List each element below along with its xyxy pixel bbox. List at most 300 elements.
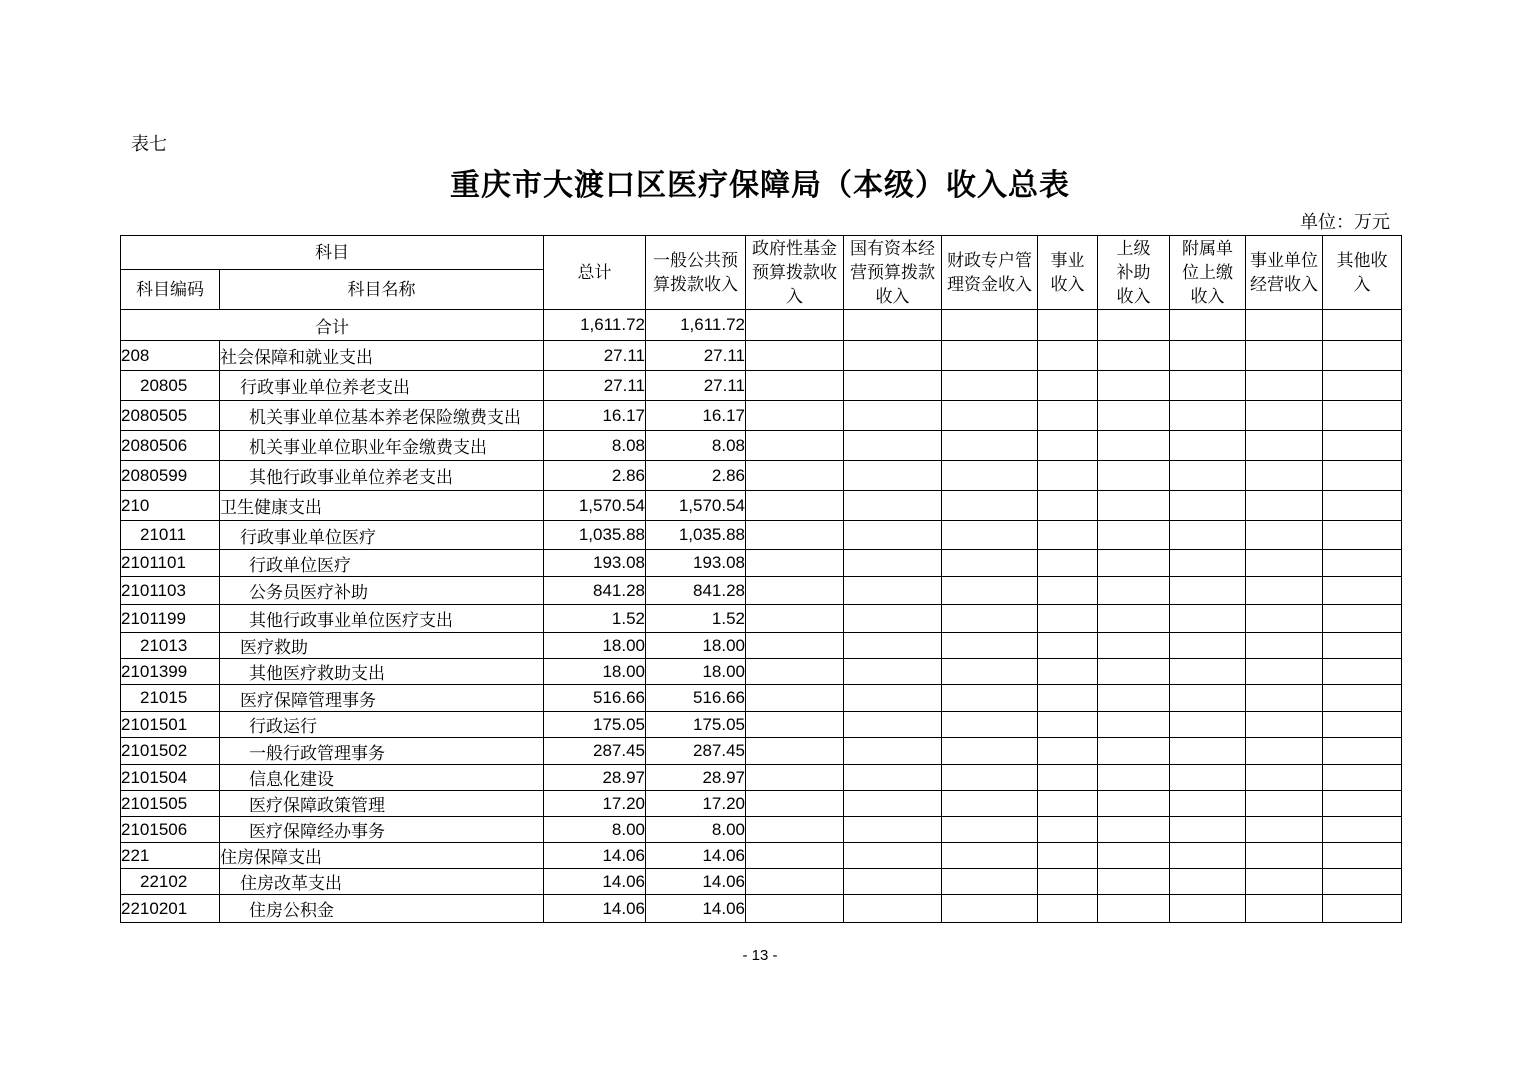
empty-cell [1246,550,1323,577]
empty-cell [942,765,1038,791]
subject-code: 210 [121,491,220,521]
empty-cell [942,401,1038,431]
total-amount: 14.06 [544,895,646,923]
empty-cell [1170,738,1246,765]
empty-cell [942,633,1038,659]
table-row [121,895,1402,923]
subject-code: 2101502 [121,738,220,765]
empty-cell [844,659,942,685]
total-label: 合计 [121,310,544,341]
total-amount: 175.05 [544,712,646,738]
empty-cell [746,843,844,869]
empty-cell [746,341,844,371]
general-budget-amount: 14.06 [646,895,746,923]
total-amount: 27.11 [544,341,646,371]
table-row [121,461,1402,491]
header-superior-subsidy: 上级补助收入 [1098,236,1170,310]
empty-cell [1170,605,1246,633]
empty-cell [942,577,1038,605]
subject-name: 行政单位医疗 [220,550,544,577]
empty-cell [746,738,844,765]
empty-cell [1170,341,1246,371]
empty-cell [1323,738,1402,765]
table-row [121,738,1402,765]
empty-cell [746,685,844,712]
table-row [121,577,1402,605]
empty-cell [1323,371,1402,401]
empty-cell [1246,817,1323,843]
subject-name: 行政事业单位医疗 [220,521,544,550]
empty-cell [1323,461,1402,491]
header-operating: 事业单位经营收入 [1246,236,1323,310]
general-budget-amount: 28.97 [646,765,746,791]
empty-cell [1323,633,1402,659]
empty-cell [1323,401,1402,431]
empty-cell [1323,341,1402,371]
empty-cell [1038,491,1098,521]
empty-cell [746,461,844,491]
total-amount: 18.00 [544,633,646,659]
header-state-capital: 国有资本经营预算拨款收入 [844,236,942,310]
subject-name: 机关事业单位职业年金缴费支出 [220,431,544,461]
empty-cell [746,895,844,923]
total-amount: 28.97 [544,765,646,791]
subject-code: 2101103 [121,577,220,605]
empty-cell [1170,659,1246,685]
empty-cell [1098,461,1170,491]
empty-cell [1038,633,1098,659]
general-budget-amount: 516.66 [646,685,746,712]
total-amount: 27.11 [544,371,646,401]
empty-cell [1098,765,1170,791]
empty-cell [1246,431,1323,461]
empty-cell [1323,765,1402,791]
empty-cell [1170,401,1246,431]
empty-cell [1098,310,1170,341]
subject-code: 2101504 [121,765,220,791]
empty-cell [1038,401,1098,431]
empty-cell [1098,817,1170,843]
subject-name: 住房保障支出 [220,843,544,869]
empty-cell [1246,843,1323,869]
empty-cell [844,869,942,895]
empty-cell [1098,685,1170,712]
empty-cell [942,371,1038,401]
table-label: 表七 [131,134,167,155]
empty-cell [844,605,942,633]
income-summary-table [120,235,1402,923]
subject-name: 卫生健康支出 [220,491,544,521]
total-amount: 2.86 [544,461,646,491]
empty-cell [1038,843,1098,869]
table-row [121,491,1402,521]
empty-cell [844,712,942,738]
empty-cell [1323,685,1402,712]
empty-cell [746,550,844,577]
empty-cell [942,685,1038,712]
header-other: 其他收入 [1323,236,1402,310]
subject-name: 一般行政管理事务 [220,738,544,765]
empty-cell [1246,491,1323,521]
empty-cell [1038,550,1098,577]
subject-name: 公务员医疗补助 [220,577,544,605]
empty-cell [1246,605,1323,633]
empty-cell [1246,633,1323,659]
empty-cell [844,791,942,817]
table-row [121,605,1402,633]
empty-cell [1246,685,1323,712]
empty-cell [1323,550,1402,577]
table-row [121,843,1402,869]
empty-cell [1038,431,1098,461]
empty-cell [746,605,844,633]
empty-cell [942,895,1038,923]
empty-cell [1038,817,1098,843]
empty-cell [746,633,844,659]
empty-cell [1098,659,1170,685]
empty-cell [844,843,942,869]
empty-cell [942,712,1038,738]
header-general-budget: 一般公共预算拨款收入 [646,236,746,310]
page-number: - 13 - [742,947,778,964]
empty-cell [1323,605,1402,633]
empty-cell [1170,491,1246,521]
empty-cell [1170,461,1246,491]
total-amount: 8.08 [544,431,646,461]
empty-cell [942,461,1038,491]
subject-code: 221 [121,843,220,869]
empty-cell [1323,659,1402,685]
total-amount: 18.00 [544,659,646,685]
empty-cell [746,577,844,605]
header-gov-fund: 政府性基金预算拨款收入 [746,236,844,310]
empty-cell [1098,712,1170,738]
general-budget-amount: 287.45 [646,738,746,765]
subject-code: 2080506 [121,431,220,461]
empty-cell [1170,765,1246,791]
table-row [121,550,1402,577]
table-row [121,521,1402,550]
empty-cell [1246,371,1323,401]
subject-code: 2210201 [121,895,220,923]
empty-cell [1170,791,1246,817]
header-subject: 科目 [121,236,544,270]
empty-cell [1038,371,1098,401]
table-row [121,791,1402,817]
empty-cell [746,401,844,431]
subject-code: 21013 [121,633,220,659]
subject-code: 2080599 [121,461,220,491]
subject-name: 行政运行 [220,712,544,738]
empty-cell [1246,341,1323,371]
table-row [121,633,1402,659]
subject-code: 2101399 [121,659,220,685]
total-amount: 16.17 [544,401,646,431]
general-budget-amount: 18.00 [646,659,746,685]
empty-cell [1038,310,1098,341]
empty-cell [1246,521,1323,550]
table-body [121,310,1402,923]
table-row [121,341,1402,371]
empty-cell [1170,431,1246,461]
empty-cell [1170,550,1246,577]
empty-cell [844,817,942,843]
empty-cell [844,738,942,765]
table-row [121,401,1402,431]
empty-cell [844,310,942,341]
empty-cell [1323,310,1402,341]
empty-cell [1038,712,1098,738]
subject-code: 2101505 [121,791,220,817]
empty-cell [1098,401,1170,431]
general-budget-amount: 175.05 [646,712,746,738]
empty-cell [844,431,942,461]
total-amount: 14.06 [544,869,646,895]
subject-code: 2101199 [121,605,220,633]
general-budget-amount: 1,035.88 [646,521,746,550]
total-amount: 1,035.88 [544,521,646,550]
empty-cell [1323,791,1402,817]
general-budget-amount: 841.28 [646,577,746,605]
empty-cell [746,765,844,791]
empty-cell [1098,843,1170,869]
empty-cell [1170,895,1246,923]
subject-name: 信息化建设 [220,765,544,791]
empty-cell [1038,869,1098,895]
empty-cell [844,895,942,923]
empty-cell [1246,895,1323,923]
empty-cell [1246,712,1323,738]
subject-code: 2101101 [121,550,220,577]
empty-cell [1038,577,1098,605]
empty-cell [1098,791,1170,817]
empty-cell [844,550,942,577]
empty-cell [844,577,942,605]
empty-cell [746,310,844,341]
empty-cell [1038,605,1098,633]
empty-cell [844,685,942,712]
subject-code: 20805 [121,371,220,401]
subject-name: 医疗保障经办事务 [220,817,544,843]
empty-cell [746,521,844,550]
unit-label: 单位：万元 [1300,212,1390,233]
empty-cell [942,869,1038,895]
total-amount: 1,570.54 [544,491,646,521]
empty-cell [746,491,844,521]
total-amount: 14.06 [544,843,646,869]
empty-cell [1246,310,1323,341]
total-amount: 516.66 [544,685,646,712]
empty-cell [746,371,844,401]
subject-name: 住房改革支出 [220,869,544,895]
total-general-budget: 1,611.72 [646,310,746,341]
empty-cell [1098,577,1170,605]
table-row [121,659,1402,685]
subject-code: 2101506 [121,817,220,843]
total-row [121,310,1402,341]
empty-cell [1246,791,1323,817]
empty-cell [844,341,942,371]
general-budget-amount: 18.00 [646,633,746,659]
total-amount: 8.00 [544,817,646,843]
total-amount: 1,611.72 [544,310,646,341]
empty-cell [1170,869,1246,895]
subject-code: 2101501 [121,712,220,738]
table-header [121,236,1402,310]
empty-cell [1038,895,1098,923]
table-row [121,431,1402,461]
header-business: 事业收入 [1038,236,1098,310]
empty-cell [1038,791,1098,817]
general-budget-amount: 14.06 [646,843,746,869]
empty-cell [1170,712,1246,738]
empty-cell [1323,895,1402,923]
empty-cell [1170,310,1246,341]
empty-cell [1098,371,1170,401]
empty-cell [942,550,1038,577]
empty-cell [746,869,844,895]
empty-cell [1098,550,1170,577]
empty-cell [1170,843,1246,869]
empty-cell [1246,738,1323,765]
empty-cell [1098,341,1170,371]
empty-cell [942,605,1038,633]
empty-cell [942,521,1038,550]
empty-cell [942,791,1038,817]
empty-cell [746,817,844,843]
total-amount: 193.08 [544,550,646,577]
total-amount: 287.45 [544,738,646,765]
empty-cell [1246,869,1323,895]
subject-name: 其他行政事业单位医疗支出 [220,605,544,633]
header-special-fund: 财政专户管理资金收入 [942,236,1038,310]
empty-cell [844,521,942,550]
subject-code: 208 [121,341,220,371]
empty-cell [1323,521,1402,550]
table-row [121,712,1402,738]
subject-name: 其他行政事业单位养老支出 [220,461,544,491]
subject-code: 22102 [121,869,220,895]
empty-cell [1246,401,1323,431]
general-budget-amount: 8.00 [646,817,746,843]
general-budget-amount: 8.08 [646,431,746,461]
subject-name: 医疗保障管理事务 [220,685,544,712]
general-budget-amount: 14.06 [646,869,746,895]
empty-cell [746,791,844,817]
empty-cell [844,491,942,521]
empty-cell [1098,521,1170,550]
general-budget-amount: 193.08 [646,550,746,577]
empty-cell [1098,895,1170,923]
empty-cell [1323,491,1402,521]
empty-cell [942,817,1038,843]
empty-cell [1323,869,1402,895]
empty-cell [844,633,942,659]
empty-cell [1170,371,1246,401]
table-row [121,817,1402,843]
empty-cell [1246,765,1323,791]
empty-cell [942,843,1038,869]
empty-cell [1246,577,1323,605]
subject-name: 机关事业单位基本养老保险缴费支出 [220,401,544,431]
empty-cell [746,712,844,738]
empty-cell [942,659,1038,685]
empty-cell [1038,765,1098,791]
empty-cell [1323,843,1402,869]
general-budget-amount: 17.20 [646,791,746,817]
empty-cell [1323,577,1402,605]
empty-cell [1038,521,1098,550]
empty-cell [1170,685,1246,712]
empty-cell [1323,817,1402,843]
empty-cell [942,431,1038,461]
general-budget-amount: 2.86 [646,461,746,491]
total-amount: 1.52 [544,605,646,633]
empty-cell [1098,869,1170,895]
empty-cell [1038,659,1098,685]
header-code: 科目编码 [121,270,220,310]
header-total: 总计 [544,236,646,310]
empty-cell [844,461,942,491]
subject-name: 医疗保障政策管理 [220,791,544,817]
empty-cell [1038,461,1098,491]
empty-cell [1170,577,1246,605]
table-row [121,765,1402,791]
table-row [121,685,1402,712]
empty-cell [844,371,942,401]
header-affiliated: 附属单位上缴收入 [1170,236,1246,310]
empty-cell [1170,633,1246,659]
total-amount: 17.20 [544,791,646,817]
empty-cell [1323,712,1402,738]
subject-name: 住房公积金 [220,895,544,923]
empty-cell [1038,341,1098,371]
empty-cell [1098,491,1170,521]
empty-cell [1170,521,1246,550]
empty-cell [942,491,1038,521]
empty-cell [844,765,942,791]
subject-code: 2080505 [121,401,220,431]
table-row [121,371,1402,401]
empty-cell [844,401,942,431]
empty-cell [1038,738,1098,765]
empty-cell [1246,461,1323,491]
empty-cell [1246,659,1323,685]
empty-cell [746,431,844,461]
subject-code: 21011 [121,521,220,550]
empty-cell [942,341,1038,371]
subject-code: 21015 [121,685,220,712]
empty-cell [1098,605,1170,633]
subject-name: 社会保障和就业支出 [220,341,544,371]
empty-cell [942,738,1038,765]
empty-cell [1098,633,1170,659]
general-budget-amount: 16.17 [646,401,746,431]
subject-name: 其他医疗救助支出 [220,659,544,685]
empty-cell [1098,431,1170,461]
empty-cell [746,659,844,685]
general-budget-amount: 1.52 [646,605,746,633]
empty-cell [1098,738,1170,765]
empty-cell [1038,685,1098,712]
general-budget-amount: 1,570.54 [646,491,746,521]
general-budget-amount: 27.11 [646,371,746,401]
document-title: 重庆市大渡口区医疗保障局（本级）收入总表 [450,168,1070,203]
table-row [121,869,1402,895]
total-amount: 841.28 [544,577,646,605]
empty-cell [942,310,1038,341]
empty-cell [1170,817,1246,843]
